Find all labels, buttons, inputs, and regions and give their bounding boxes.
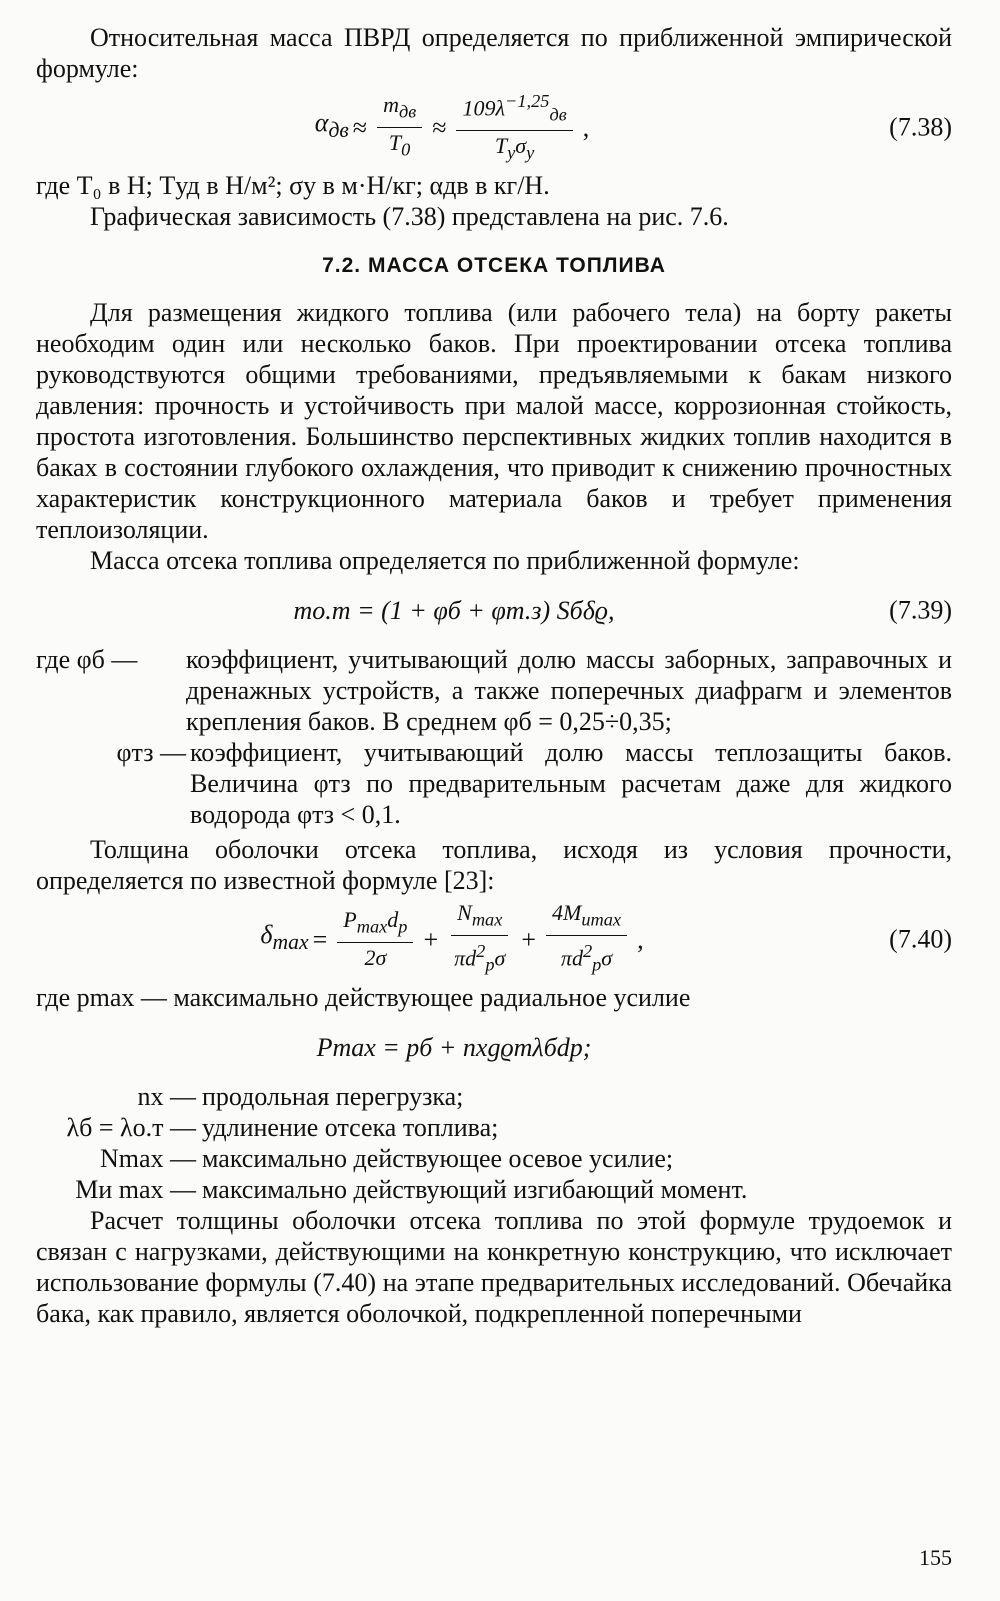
paragraph-8: Расчет толщины оболочки отсека топлива по этой формуле трудоемок и связан с нагрузками, действующими на конкретную конструкцию, что исключает использование формулы (7.40) на этапе предварительных исследований. Обечайка бака, как правило, является оболочкой, подкрепленной поперечными [36,1206,952,1328]
equation-7-39 [36,582,952,638]
eq39-number: (7.39) [889,595,952,625]
eq38-lhs: $\alpha_{дв}$ [314,108,349,143]
eq40-lhs: $\delta_{max}$ [260,920,309,955]
term-item: nx — продольная перегрузка; [137,1082,464,1111]
definitions-7-39 [36,644,952,830]
eq40-fraction-1: $\frac{P_{max}d_р}{2\sigma}$ [337,907,413,970]
text-column [36,22,952,1329]
paragraph-4: Для размещения жидкого топлива (или рабочего тела) на борту ракеты необходим один или несколько баков. При проектировании отсека топлива руководствуются общими требованиями, предъявляемыми к бакам низкого давления: прочность и устойчивость при малой массе, коррозионная стойкость, простота изготовления. Большинство перспективных жидких топлив находится в баках в состоянии глубокого охлаждения, что приводит к снижению прочностных характеристик конструкционного материала баков и требует применения теплоизоляции. [36,298,952,544]
paragraph-2: где T₀ в Н; Tуд в Н/м²; σу в м·Н/кг; αдв в кг/Н. [36,171,550,200]
section-heading: 7.2. МАССА ОТСЕКА ТОПЛИВА [322,254,666,277]
eq38-fraction-2: $\frac{109\lambda^{-1,25}_{дв}}{T_у\sigma_у}$ [456,88,572,165]
eq39-body: mо.т = (1 + φб + φт.з) Sбδϱ, [293,595,615,625]
paragraph-3: Графическая зависимость (7.38) представлена на рис. 7.6. [90,202,729,231]
definition-item: где φб — коэффициент, учитывающий долю массы заборных, заправочных и дренажных устройств, а также поперечных диафрагм и элементов крепления баков. В среднем φб = 0,25÷0,35; [36,645,952,736]
eq-pmax-body: Pmax = pб + nxgϱтλбdр; [316,1032,592,1062]
equation-pmax [36,1019,952,1075]
term-list [36,1081,952,1205]
page-number: 155 [919,1545,952,1570]
paragraph-1: Относительная масса ПВРД определяется по приближенной эмпирической формуле: [36,23,952,83]
eq38-fraction-1: $\frac{m_{дв}}{T_0}$ [377,92,422,162]
eq40-number: (7.40) [889,924,952,954]
equation-7-40: $\delta_{max}$ = $\frac{P_{max}d_р}{2\sigma}$ + $\frac{N_{max}}{\pi d^2_р\sigma}$ + $\frac{4M_{иmax}}{\pi d^2_р\sigma}$ , (7.40) [36,902,952,976]
definition-item: φтз — коэффициент, учитывающий долю массы теплозащиты баков. Величина φтз по предварительным расчетам даже для жидкого водорода φтз < 0,1. [116,738,952,829]
paragraph-7: где pmax — максимально действующее радиальное усилие [36,983,691,1012]
paragraph-5: Масса отсека топлива определяется по приближенной формуле: [90,546,800,575]
eq40-fraction-2: $\frac{N_{max}}{\pi d^2_р\sigma}$ [448,900,511,977]
paragraph-6: Толщина оболочки отсека топлива, исходя из условия прочности, определяется по известной формуле [23]: [36,835,952,895]
equation-7-38: $\alpha_{дв}$ ≈ $\frac{m_{дв}}{T_0}$ ≈ $\frac{109\lambda^{-1,25}_{дв}}{T_у\sigma_у}$ , (7.38) [36,90,952,164]
term-item: Mи max — максимально действующий изгибающий момент. [75,1175,748,1204]
eq40-fraction-3: $\frac{4M_{иmax}}{\pi d^2_р\sigma}$ [546,900,627,977]
eq38-number: (7.38) [889,112,952,142]
term-item: Nmax — максимально действующее осевое усилие; [99,1144,674,1173]
term-item: λб = λо.т — удлинение отсека топлива; [66,1113,499,1142]
